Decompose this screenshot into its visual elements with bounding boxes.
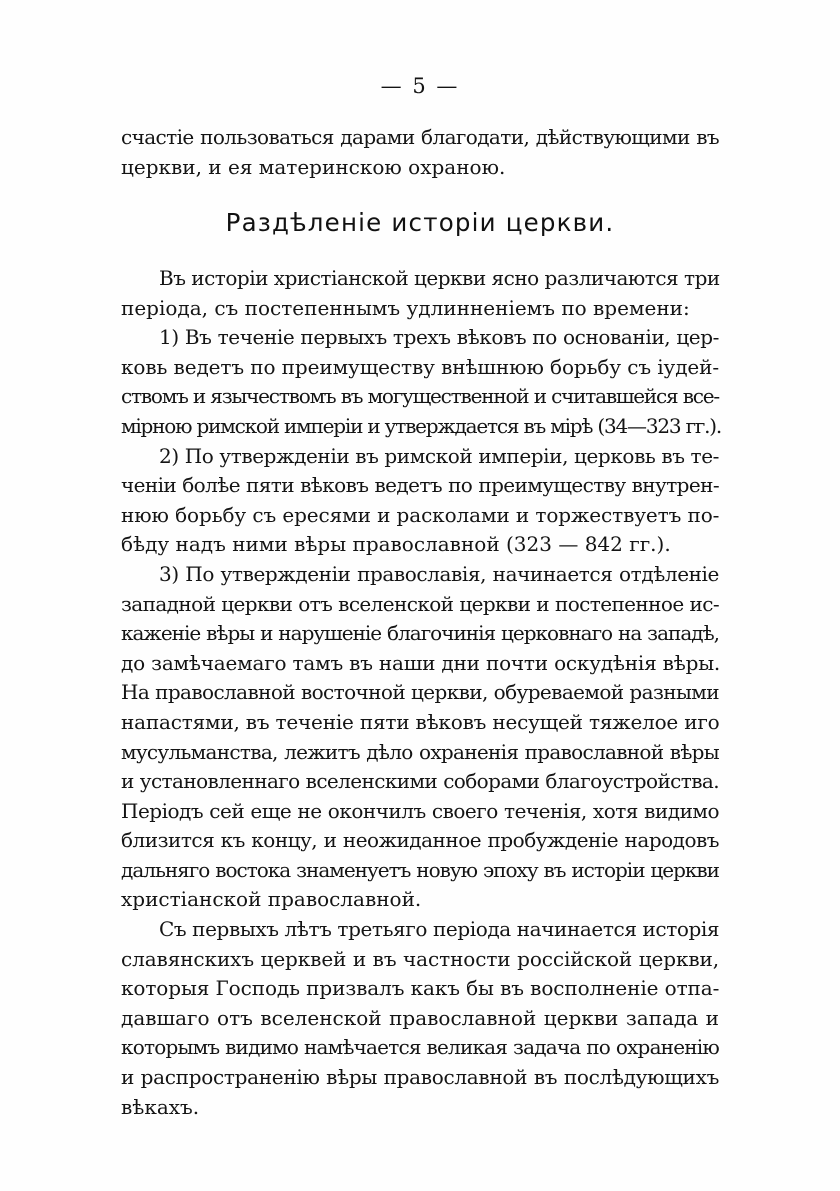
text-line: ченіи болѣе пяти вѣковъ ведетъ по преимуществу внутрен- <box>121 473 719 498</box>
text-line: христіанской православной. <box>121 887 422 912</box>
text-line: церкви, и ея материнскою охраною. <box>121 154 506 179</box>
text-line: славянскихъ церквей и въ частности россійской церкви, <box>121 946 719 971</box>
text-line: давшаго отъ вселенской православной церкви запада и <box>121 1005 719 1030</box>
text-line: которымъ видимо намѣчается великая задача по охраненію <box>121 1035 719 1060</box>
text-line: мірною римской имперіи и утверждается въ мірѣ (34—323 гг.). <box>121 413 722 438</box>
text-line: ковь ведетъ по преимуществу внѣшнюю борьбу съ іудей- <box>121 354 720 379</box>
text-line: счастіе пользоваться дарами благодати, дѣйствующими въ <box>121 125 719 149</box>
text-line: 3) По утвержденіи православія, начинается отдѣленіе <box>159 561 719 586</box>
text-line: близится къ концу, и неожиданное пробужденіе народовъ <box>121 828 719 853</box>
text-line: и установленнаго вселенскими соборами благоустройства. <box>121 769 719 794</box>
text-line: западной церкви отъ вселенской церкви и постепенное ис- <box>121 591 719 616</box>
text-line: 1) Въ теченіе первыхъ трехъ вѣковъ по основаніи, цер- <box>159 325 719 350</box>
text-line: нюю борьбу съ ересями и расколами и торжествуетъ по- <box>121 502 720 527</box>
text-line: каженіе вѣры и нарушеніе благочинія церковнаго на западѣ, <box>121 621 719 646</box>
text-line: которыя Господь призвалъ какъ бы въ восполненіе отпа- <box>121 976 720 1001</box>
text-line: Съ первыхъ лѣтъ третьяго періода начинается исторія <box>159 917 720 942</box>
page-number: — 5 — <box>380 74 460 98</box>
text-line: На православной восточной церкви, обуреваемой разными <box>121 680 719 705</box>
text-line: Въ исторіи христіанской церкви ясно различаются три <box>159 266 720 290</box>
text-line: напастями, въ теченіе пяти вѣковъ несущей тяжелое иго <box>121 709 720 734</box>
text-line: Періодъ сей еще не окончилъ своего теченія, хотя видимо <box>121 798 719 823</box>
intro-paragraph <box>121 123 719 182</box>
body-text <box>121 264 722 1122</box>
text-line: ствомъ и язычествомъ въ могущественной и считавшейся все- <box>121 384 719 409</box>
text-line: періода, съ постепеннымъ удлинненіемъ по времени: <box>121 295 690 320</box>
section-heading: Раздѣленіе исторіи церкви. <box>225 208 615 237</box>
text-line: бѣду надъ ними вѣры православной (323 — 842 гг.). <box>121 532 671 557</box>
text-line: дальняго востока знаменуетъ новую эпоху въ исторіи церкви <box>121 857 719 882</box>
text-line: и распространенію вѣры православной въ послѣдующихъ <box>121 1065 719 1090</box>
text-line: вѣкахъ. <box>121 1094 200 1119</box>
text-line: до замѣчаемаго тамъ въ наши дни почти оскудѣнія вѣры. <box>121 650 721 675</box>
text-line: мусульманства, лежитъ дѣло охраненія православной вѣры <box>121 739 719 764</box>
text-line: 2) По утвержденіи въ римской имперіи, церковь въ те- <box>159 443 719 468</box>
